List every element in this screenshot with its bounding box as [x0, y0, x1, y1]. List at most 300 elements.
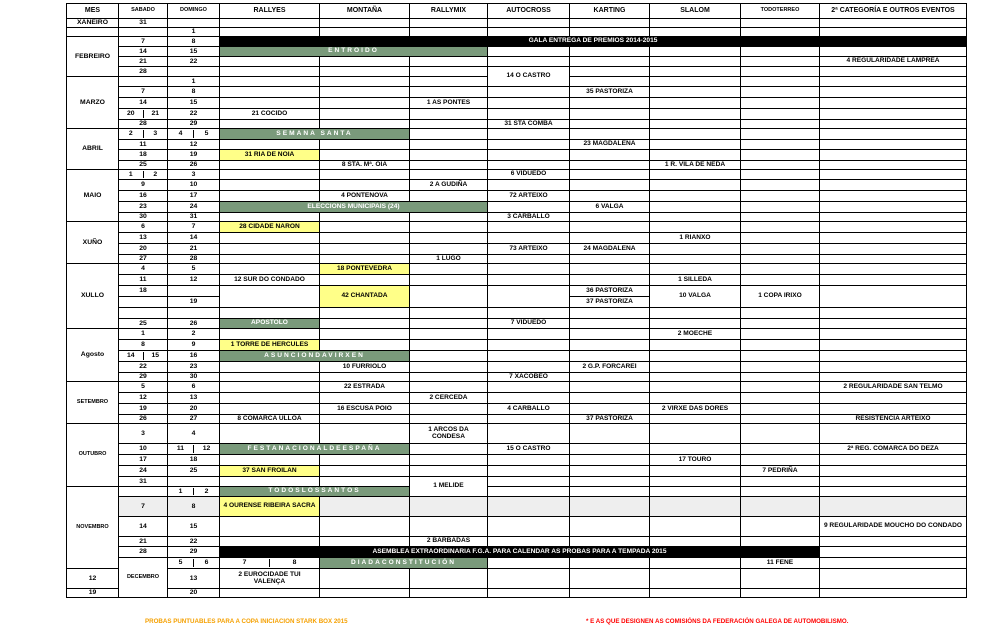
cell: [650, 319, 741, 329]
cell: [741, 109, 820, 120]
cell: [220, 67, 320, 77]
cell: [488, 589, 570, 598]
table-row: [67, 161, 967, 170]
day-cell: 10: [119, 444, 168, 455]
day-cell: 1: [168, 77, 220, 87]
cell: [220, 264, 320, 275]
cell: [488, 286, 570, 308]
day-value: 8: [269, 559, 319, 566]
cell: [220, 170, 320, 180]
cell: [820, 497, 967, 517]
cell: [320, 415, 410, 424]
event-cell: 36 PASTORIZA: [570, 286, 650, 297]
day-cell: 13: [168, 393, 220, 404]
cell: [741, 150, 820, 161]
day-cell: [119, 129, 168, 140]
cell: [410, 77, 488, 87]
day-cell: 27: [119, 255, 168, 264]
cell: [570, 373, 650, 382]
cell: [410, 222, 488, 233]
cell: [650, 19, 741, 28]
day-cell: 13: [119, 233, 168, 244]
day-cell: [119, 487, 168, 497]
event-cell: 28 CIDADE NARON: [220, 222, 320, 233]
day-cell: 12: [168, 275, 220, 286]
event-cell: 4 PONTENOVA: [320, 191, 410, 202]
table-row: [67, 150, 967, 161]
day-cell: [119, 351, 168, 362]
day-cell: 8: [119, 340, 168, 351]
cell: [320, 222, 410, 233]
cell: [741, 275, 820, 286]
day-value: 12: [193, 445, 219, 452]
cell: [741, 202, 820, 213]
cell: [488, 98, 570, 109]
cell: [650, 537, 741, 547]
cell: [488, 424, 570, 444]
cell: [488, 264, 570, 275]
cell: [320, 120, 410, 129]
day-cell: 3: [168, 170, 220, 180]
col-header-rallymix: RALLYMIX: [410, 4, 488, 19]
cell: [488, 487, 570, 497]
day-cell: 1: [119, 329, 168, 340]
cell: [820, 222, 967, 233]
day-cell: 6: [168, 382, 220, 393]
asemblea-band: ASEMBLEA EXTRAORDINARIA F.G.A. PARA CALENDAR AS PROBAS PARA A TEMPADA 2015: [220, 547, 820, 558]
cell: [220, 537, 320, 547]
cell: [820, 170, 967, 180]
table-row: [67, 286, 967, 297]
table-row: [67, 537, 967, 547]
cell: [741, 233, 820, 244]
cell: [320, 497, 410, 517]
day-cell: 9: [119, 180, 168, 191]
cell: [570, 264, 650, 275]
day-cell: 8: [168, 497, 220, 517]
day-cell: 26: [119, 415, 168, 424]
cell: [488, 308, 570, 319]
cell: [220, 28, 320, 37]
day-cell: 19: [119, 404, 168, 415]
footer-note-copa: PROBAS PUNTUABLES PARA A COPA INICIACION STARK BOX 2015: [145, 618, 348, 625]
cell: [570, 98, 650, 109]
day-cell: 17: [168, 191, 220, 202]
cell: [741, 393, 820, 404]
event-cell: 2 CERCEDA: [410, 393, 488, 404]
event-cell: RESISTENCIA ARTEIXO: [820, 415, 967, 424]
cell: [220, 244, 320, 255]
day-cell: 21: [119, 57, 168, 67]
cell: [650, 57, 741, 67]
day-cell: [220, 558, 320, 569]
calendar-sheet: [66, 3, 966, 598]
day-value: 20: [126, 110, 135, 118]
cell: [741, 28, 820, 37]
cell: [410, 244, 488, 255]
day-cell: 26: [168, 319, 220, 329]
cell: [741, 444, 820, 455]
cell: [650, 109, 741, 120]
event-cell: 1 LUGO: [410, 255, 488, 264]
cell: [320, 77, 410, 87]
cell: [570, 569, 650, 589]
entroido-band: ENTROIDO: [220, 47, 488, 57]
event-cell: 4 OURENSE RIBEIRA SACRA: [220, 497, 320, 517]
event-cell: 7 XACOBEO: [488, 373, 570, 382]
day-cell: 12: [67, 569, 119, 589]
day-cell: 28: [119, 120, 168, 129]
cell: [410, 329, 488, 340]
cell: [488, 393, 570, 404]
cell: [410, 466, 488, 477]
cell: [410, 382, 488, 393]
event-cell: 18 PONTEVEDRA: [320, 264, 410, 275]
eleccions-band: ELECCIONS MUNICIPAIS (24): [220, 202, 488, 213]
cell: [820, 351, 967, 362]
cell: [570, 19, 650, 28]
cell: [820, 286, 967, 308]
cell: [410, 67, 488, 77]
day-cell: 18: [119, 286, 168, 297]
cell: [488, 351, 570, 362]
cell: [410, 373, 488, 382]
cell: [320, 233, 410, 244]
cell: [570, 424, 650, 444]
day-cell: 11: [119, 275, 168, 286]
day-cell: 10: [168, 180, 220, 191]
cell: [650, 67, 741, 77]
cell: [320, 180, 410, 191]
cell: [650, 415, 741, 424]
cell: [820, 202, 967, 213]
table-row: [67, 329, 967, 340]
cell: [488, 477, 570, 487]
day-cell: 3: [119, 424, 168, 444]
cell: [741, 455, 820, 466]
cell: [820, 537, 967, 547]
cell: [570, 191, 650, 202]
day-cell: 14: [119, 47, 168, 57]
cell: [320, 308, 410, 319]
cell: [570, 109, 650, 120]
cell: [650, 255, 741, 264]
day-cell: 29: [168, 547, 220, 558]
cell: [488, 382, 570, 393]
cell: [410, 351, 488, 362]
cell: [820, 255, 967, 264]
cell: [650, 129, 741, 140]
header-row: [67, 4, 967, 19]
event-cell: 10 VALGA: [650, 286, 741, 308]
day-cell: [119, 308, 168, 319]
cell: [570, 77, 650, 87]
cell: [220, 286, 320, 308]
event-cell: 31 STA COMBA: [488, 120, 570, 129]
cell: [320, 87, 410, 98]
cell: [650, 120, 741, 129]
table-row: [67, 487, 967, 497]
day-cell: 5: [119, 382, 168, 393]
cell: [570, 222, 650, 233]
day-cell: 12: [119, 393, 168, 404]
gala-band: GALA ENTREGA DE PREMIOS 2014-2015: [220, 37, 967, 47]
table-row: [67, 264, 967, 275]
cell: [741, 120, 820, 129]
cell: [650, 28, 741, 37]
day-cell: 16: [119, 191, 168, 202]
cell: [741, 47, 820, 57]
cell: [488, 140, 570, 150]
col-header-rallyes: RALLYES: [220, 4, 320, 19]
cell: [650, 77, 741, 87]
cell: [650, 558, 741, 569]
cell: [220, 57, 320, 67]
cell: [410, 444, 488, 455]
cell: [650, 351, 741, 362]
table-row: [67, 47, 967, 57]
event-cell: 1 COPA IRIXO: [741, 286, 820, 308]
day-cell: 14: [168, 233, 220, 244]
cell: [650, 393, 741, 404]
cell: [488, 150, 570, 161]
cell: [410, 455, 488, 466]
cell: [650, 497, 741, 517]
todos-band: TODOSLOSSANTOS: [220, 487, 410, 497]
cell: [488, 329, 570, 340]
day-cell: 7: [168, 222, 220, 233]
cell: [820, 466, 967, 477]
event-cell: 2ª REG. COMARCA DO DEZA: [820, 444, 967, 455]
cell: [570, 67, 650, 77]
cell: [570, 444, 650, 455]
cell: [741, 319, 820, 329]
calendar-table: [66, 3, 967, 598]
cell: [488, 466, 570, 477]
cell: [488, 57, 570, 67]
cell: [320, 329, 410, 340]
cell: [488, 362, 570, 373]
day-cell: 8: [168, 87, 220, 98]
day-cell: 21: [168, 244, 220, 255]
cell: [820, 98, 967, 109]
day-cell: 11: [119, 140, 168, 150]
cell: [570, 517, 650, 537]
cell: [488, 87, 570, 98]
cell: [820, 180, 967, 191]
col-header-outros: 2ª CATEGORÍA E OUTROS EVENTOS: [820, 4, 967, 19]
cell: [741, 77, 820, 87]
cell: [741, 537, 820, 547]
cell: [820, 28, 967, 37]
cell: [570, 28, 650, 37]
cell: [570, 393, 650, 404]
day-cell: 16: [168, 351, 220, 362]
cell: [570, 120, 650, 129]
cell: [220, 373, 320, 382]
event-cell: 1 TORRE DE HERCULES: [220, 340, 320, 351]
cell: [820, 213, 967, 222]
cell: [820, 67, 967, 77]
cell: [650, 244, 741, 255]
day-cell: 19: [67, 589, 119, 598]
day-cell: 7: [119, 87, 168, 98]
day-cell: 25: [119, 319, 168, 329]
cell: [820, 129, 967, 140]
cell: [488, 340, 570, 351]
cell: [650, 444, 741, 455]
day-value: 11: [176, 445, 185, 453]
cell: [570, 455, 650, 466]
day-value: 1: [128, 170, 133, 178]
day-value: 2: [128, 130, 133, 138]
day-cell: 23: [168, 362, 220, 373]
cell: [650, 213, 741, 222]
day-cell: 18: [119, 150, 168, 161]
day-cell: 14: [119, 98, 168, 109]
cell: [570, 57, 650, 67]
day-cell: 28: [168, 255, 220, 264]
cell: [410, 150, 488, 161]
constitucion-band: DIADACONSTITUCIÓN: [320, 558, 488, 569]
cell: [570, 589, 650, 598]
table-row: [67, 244, 967, 255]
cell: [650, 87, 741, 98]
day-cell: 8: [168, 37, 220, 47]
day-cell: [168, 487, 220, 497]
cell: [741, 57, 820, 67]
cell: [650, 424, 741, 444]
cell: [741, 19, 820, 28]
day-cell: [168, 19, 220, 28]
cell: [320, 275, 410, 286]
cell: [820, 191, 967, 202]
day-cell: 31: [119, 19, 168, 28]
cell: [410, 129, 488, 140]
cell: [488, 109, 570, 120]
cell: [741, 129, 820, 140]
cell: [570, 129, 650, 140]
cell: [488, 569, 570, 589]
table-row: [67, 202, 967, 213]
cell: [220, 382, 320, 393]
table-row: [67, 444, 967, 455]
cell: [820, 404, 967, 415]
cell: [650, 589, 741, 598]
cell: [741, 517, 820, 537]
table-row: [67, 37, 967, 47]
table-row: [67, 424, 967, 444]
cell: [410, 415, 488, 424]
cell: [320, 340, 410, 351]
event-cell: 7 VIDUEDO: [488, 319, 570, 329]
cell: [741, 477, 820, 487]
cell: [650, 382, 741, 393]
table-row: [67, 404, 967, 415]
month-cell: OUTUBRO: [67, 424, 119, 487]
day-cell: 14: [119, 517, 168, 537]
day-value: 2: [143, 171, 168, 178]
event-cell: 1 R. VILA DE NEDA: [650, 161, 741, 170]
month-cell: XANEIRO: [67, 19, 119, 28]
event-cell: 6 VALGA: [570, 202, 650, 213]
day-cell: 15: [168, 98, 220, 109]
cell: [488, 233, 570, 244]
cell: [220, 308, 320, 319]
table-row: [67, 98, 967, 109]
table-row: [67, 120, 967, 129]
table-row: [67, 67, 967, 77]
cell: [741, 98, 820, 109]
cell: [488, 47, 570, 57]
cell: [741, 222, 820, 233]
col-header-todoterreo: TODOTERREO: [741, 4, 820, 19]
cell: [410, 517, 488, 537]
cell: [220, 19, 320, 28]
day-cell: 19: [168, 297, 220, 308]
cell: [741, 87, 820, 98]
cell: [741, 569, 820, 589]
apostolo-band: APOSTOLO: [220, 319, 320, 329]
event-cell: 6 VIDUEDO: [488, 170, 570, 180]
cell: [820, 569, 967, 589]
month-cell: NOVEMBRO: [67, 487, 119, 569]
table-row: [67, 477, 967, 487]
event-cell: 1 RIANXO: [650, 233, 741, 244]
table-row: [67, 191, 967, 202]
cell: [820, 244, 967, 255]
cell: [220, 362, 320, 373]
cell: [820, 373, 967, 382]
event-cell: 42 CHANTADA: [320, 286, 410, 308]
event-cell: 3 CARBALLO: [488, 213, 570, 222]
event-cell: 24 MAGDALENA: [570, 244, 650, 255]
cell: [820, 264, 967, 275]
cell: [570, 382, 650, 393]
day-cell: 22: [168, 57, 220, 67]
cell: [488, 255, 570, 264]
table-row: [67, 455, 967, 466]
cell: [410, 140, 488, 150]
cell: [570, 308, 650, 319]
cell: [320, 67, 410, 77]
day-value: 3: [143, 130, 168, 137]
cell: [320, 213, 410, 222]
event-cell: 2 EUROCIDADE TUI VALENÇA: [220, 569, 320, 589]
cell: [820, 455, 967, 466]
cell: [488, 537, 570, 547]
cell: [220, 87, 320, 98]
table-row: [67, 180, 967, 191]
table-row: [67, 340, 967, 351]
cell: [650, 477, 741, 487]
cell: [741, 415, 820, 424]
cell: [741, 140, 820, 150]
cell: [320, 19, 410, 28]
cell: [650, 47, 741, 57]
event-cell: 2 BARBADAS: [410, 537, 488, 547]
day-cell: 29: [168, 120, 220, 129]
cell: [220, 180, 320, 191]
cell: [741, 161, 820, 170]
event-cell: 10 FURRIOLO: [320, 362, 410, 373]
cell: [410, 569, 488, 589]
day-cell: 4: [119, 264, 168, 275]
cell: [220, 393, 320, 404]
cell: [650, 180, 741, 191]
table-row: [67, 569, 967, 589]
cell: [320, 537, 410, 547]
